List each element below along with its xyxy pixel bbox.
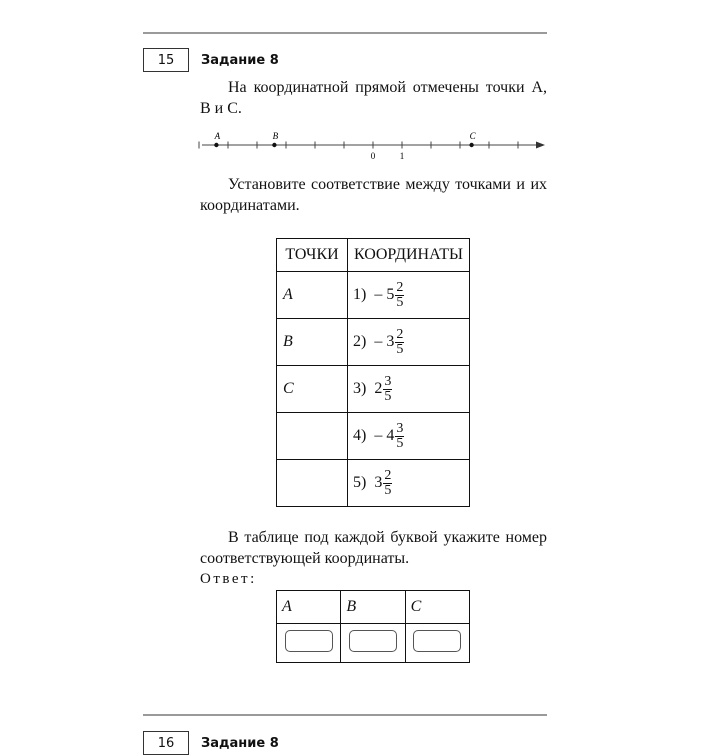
coordinate-index: 5) (353, 474, 367, 491)
next-task-number-box (143, 731, 189, 755)
fraction-numerator: 2 (396, 279, 404, 295)
task-number: 15 (157, 52, 175, 68)
coordinate-cell (348, 272, 470, 319)
header-points: ТОЧКИ (277, 239, 348, 272)
point-c-label: C (469, 131, 476, 141)
coordinate-value (353, 281, 404, 310)
answer-input-c[interactable] (413, 630, 461, 652)
table-row (277, 272, 470, 319)
answer-table (276, 590, 470, 663)
coordinate-fraction (395, 281, 404, 310)
point-b-label: B (272, 131, 279, 141)
coordinate-fraction (395, 328, 404, 357)
answer-input-a[interactable] (285, 630, 333, 652)
fraction-denominator: 5 (384, 388, 392, 404)
matching-instruction: Установите соответствие между точками и их координатами. (200, 176, 547, 214)
coordinate-value (353, 422, 404, 451)
fraction-numerator: 2 (396, 326, 404, 342)
coordinate-value (353, 469, 392, 498)
matching-table (276, 238, 470, 507)
point-cell (277, 413, 348, 460)
number-line-arrow (536, 142, 545, 149)
table-row (277, 413, 470, 460)
coordinate-cell (348, 319, 470, 366)
coordinate-cell (348, 413, 470, 460)
answer-col-b: B (341, 591, 405, 624)
coordinate-whole: 4 (386, 427, 395, 444)
point-b-dot (272, 143, 276, 147)
coordinate-whole: 2 (374, 380, 383, 397)
coordinate-fraction (383, 469, 392, 498)
answer-input-row (277, 624, 470, 663)
table-row (277, 366, 470, 413)
header-coordinates: КООРДИНАТЫ (348, 239, 470, 272)
answer-input-b[interactable] (349, 630, 397, 652)
fraction-denominator: 5 (396, 341, 404, 357)
answer-col-c: C (405, 591, 469, 624)
bottom-divider (143, 714, 547, 716)
answer-instruction: В таблице под каждой буквой укажите номер соответствующей координаты. (200, 529, 547, 567)
coordinate-value (353, 375, 392, 404)
fraction-denominator: 5 (396, 435, 404, 451)
fraction-denominator: 5 (384, 482, 392, 498)
coordinate-index: 2) (353, 333, 367, 350)
table-header-row (277, 239, 470, 272)
tick-label: 0 (370, 151, 376, 161)
coordinate-index: 1) (353, 286, 367, 303)
coordinate-whole: 5 (386, 286, 395, 303)
coordinate-index: 3) (353, 380, 367, 397)
coordinate-sign: – (374, 286, 387, 303)
answer-label: Ответ: (200, 571, 257, 587)
point-cell: A (277, 272, 348, 319)
coordinate-whole: 3 (386, 333, 395, 350)
next-task-title: Задание 8 (201, 736, 279, 751)
coordinate-sign: – (374, 333, 387, 350)
point-a-dot (214, 143, 218, 147)
fraction-denominator: 5 (396, 294, 404, 310)
table-row (277, 460, 470, 507)
coordinate-fraction (395, 422, 404, 451)
coordinate-whole: 3 (374, 474, 383, 491)
coordinate-sign: – (374, 427, 387, 444)
coordinate-index: 4) (353, 427, 367, 444)
coordinate-cell (348, 366, 470, 413)
answer-header-row (277, 591, 470, 624)
coordinate-fraction (383, 375, 392, 404)
task-intro: На координатной прямой отмечены точки A, B и C. (200, 79, 547, 117)
point-cell (277, 460, 348, 507)
tick-label: 1 (399, 151, 405, 161)
answer-col-a: A (277, 591, 341, 624)
table-row (277, 319, 470, 366)
fraction-numerator: 3 (396, 420, 404, 436)
task-title: Задание 8 (201, 53, 279, 68)
point-cell: C (277, 366, 348, 413)
coordinate-value (353, 328, 404, 357)
point-c-dot (469, 143, 473, 147)
fraction-numerator: 2 (384, 467, 392, 483)
point-a-label: A (214, 131, 221, 141)
fraction-numerator: 3 (384, 373, 392, 389)
point-cell: B (277, 319, 348, 366)
next-task-number: 16 (157, 735, 175, 751)
coordinate-cell (348, 460, 470, 507)
